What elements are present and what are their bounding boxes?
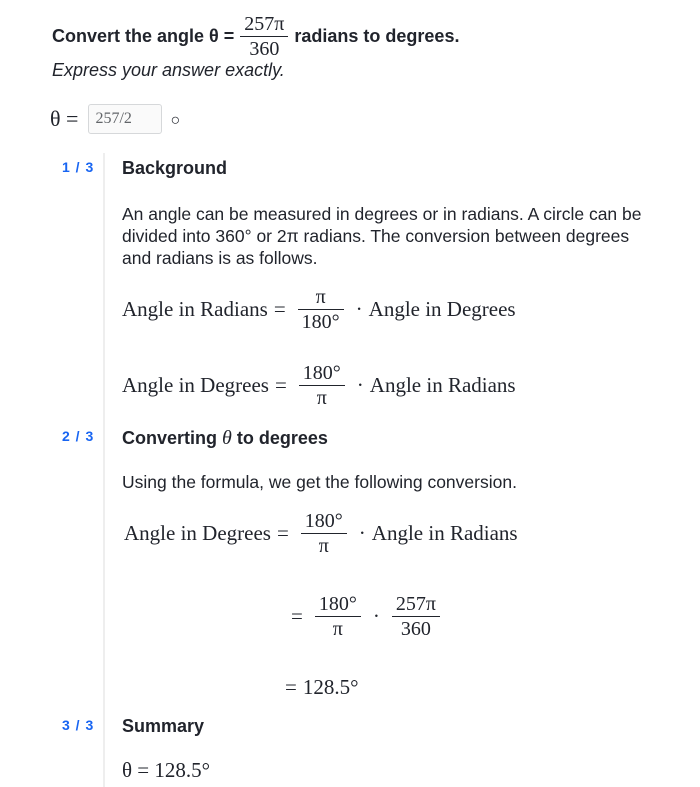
step-3-counter: 3 / 3 <box>62 717 95 733</box>
eq-rhs: Angle in Radians <box>371 520 518 545</box>
question-prompt <box>52 8 459 64</box>
question-instruction: Express your answer exactly. <box>52 60 285 80</box>
eq-fraction <box>301 509 347 558</box>
answer-label: θ = <box>50 106 79 131</box>
step-2-title-suffix: to degrees <box>236 428 328 448</box>
step-1-text: An angle can be measured in degrees or in radians. A circle can be divided into 360° or 2π radians. The conversion between degrees and radians is as follows. <box>122 204 642 268</box>
question-prefix: Convert the angle θ = <box>52 25 235 46</box>
eq-rhs: Angle in Degrees <box>368 296 516 321</box>
eq-lhs: Angle in Radians <box>122 296 268 321</box>
step-2-text: Using the formula, we get the following conversion. <box>122 472 517 492</box>
step-2-equation-1 <box>124 508 518 558</box>
fraction-denominator: 360 <box>400 617 431 640</box>
fraction-numerator: 257π <box>395 592 436 615</box>
step-1-title: Background <box>122 158 228 178</box>
step-1-equation-2 <box>122 360 516 410</box>
fraction-numerator: π <box>315 285 326 308</box>
eq-equals: = <box>285 674 297 699</box>
step-1-equation-1 <box>122 284 516 334</box>
fraction-denominator: π <box>316 386 327 409</box>
step-2-counter: 2 / 3 <box>62 428 95 444</box>
eq-fraction-1 <box>315 592 361 641</box>
eq-dot: · <box>356 372 364 397</box>
step-2-title-prefix: Converting <box>122 428 218 448</box>
eq-fraction <box>298 285 344 334</box>
step-1-counter: 1 / 3 <box>62 159 95 175</box>
degree-unit: ○ <box>170 112 181 129</box>
hint-rail <box>103 153 105 787</box>
question-suffix: radians to degrees. <box>294 25 460 46</box>
eq-lhs: Angle in Degrees <box>124 520 271 545</box>
step-3-title: Summary <box>122 716 205 736</box>
step-2-equation-2 <box>285 591 446 641</box>
eq-equals: = <box>273 296 286 321</box>
eq-fraction-2 <box>392 592 440 641</box>
eq-dot: · <box>372 603 380 628</box>
eq-equals: = <box>291 603 303 628</box>
eq-rhs: Angle in Radians <box>369 372 516 397</box>
summary-result: θ = 128.5° <box>122 757 211 782</box>
eq-fraction <box>299 361 345 410</box>
fraction-numerator: 180° <box>318 592 357 615</box>
theta-symbol: θ <box>222 427 232 449</box>
step-2-title <box>122 427 328 450</box>
eq-lhs: Angle in Degrees <box>122 372 269 397</box>
fraction-numerator: 180° <box>302 361 341 384</box>
eq-dot: · <box>355 296 363 321</box>
fraction-denominator: 360 <box>249 37 280 60</box>
fraction-numerator: 180° <box>304 509 343 532</box>
eq-dot: · <box>358 520 366 545</box>
question-fraction <box>240 12 288 61</box>
fraction-denominator: π <box>332 617 343 640</box>
fraction-denominator: 180° <box>301 310 340 333</box>
answer-row <box>50 102 180 136</box>
step-2-equation-3 <box>285 674 359 700</box>
eq-equals: = <box>276 520 289 545</box>
answer-input[interactable] <box>88 104 162 134</box>
eq-equals: = <box>274 372 287 397</box>
fraction-numerator: 257π <box>244 12 285 35</box>
fraction-denominator: π <box>318 534 329 557</box>
eq-value: 128.5° <box>302 674 359 699</box>
